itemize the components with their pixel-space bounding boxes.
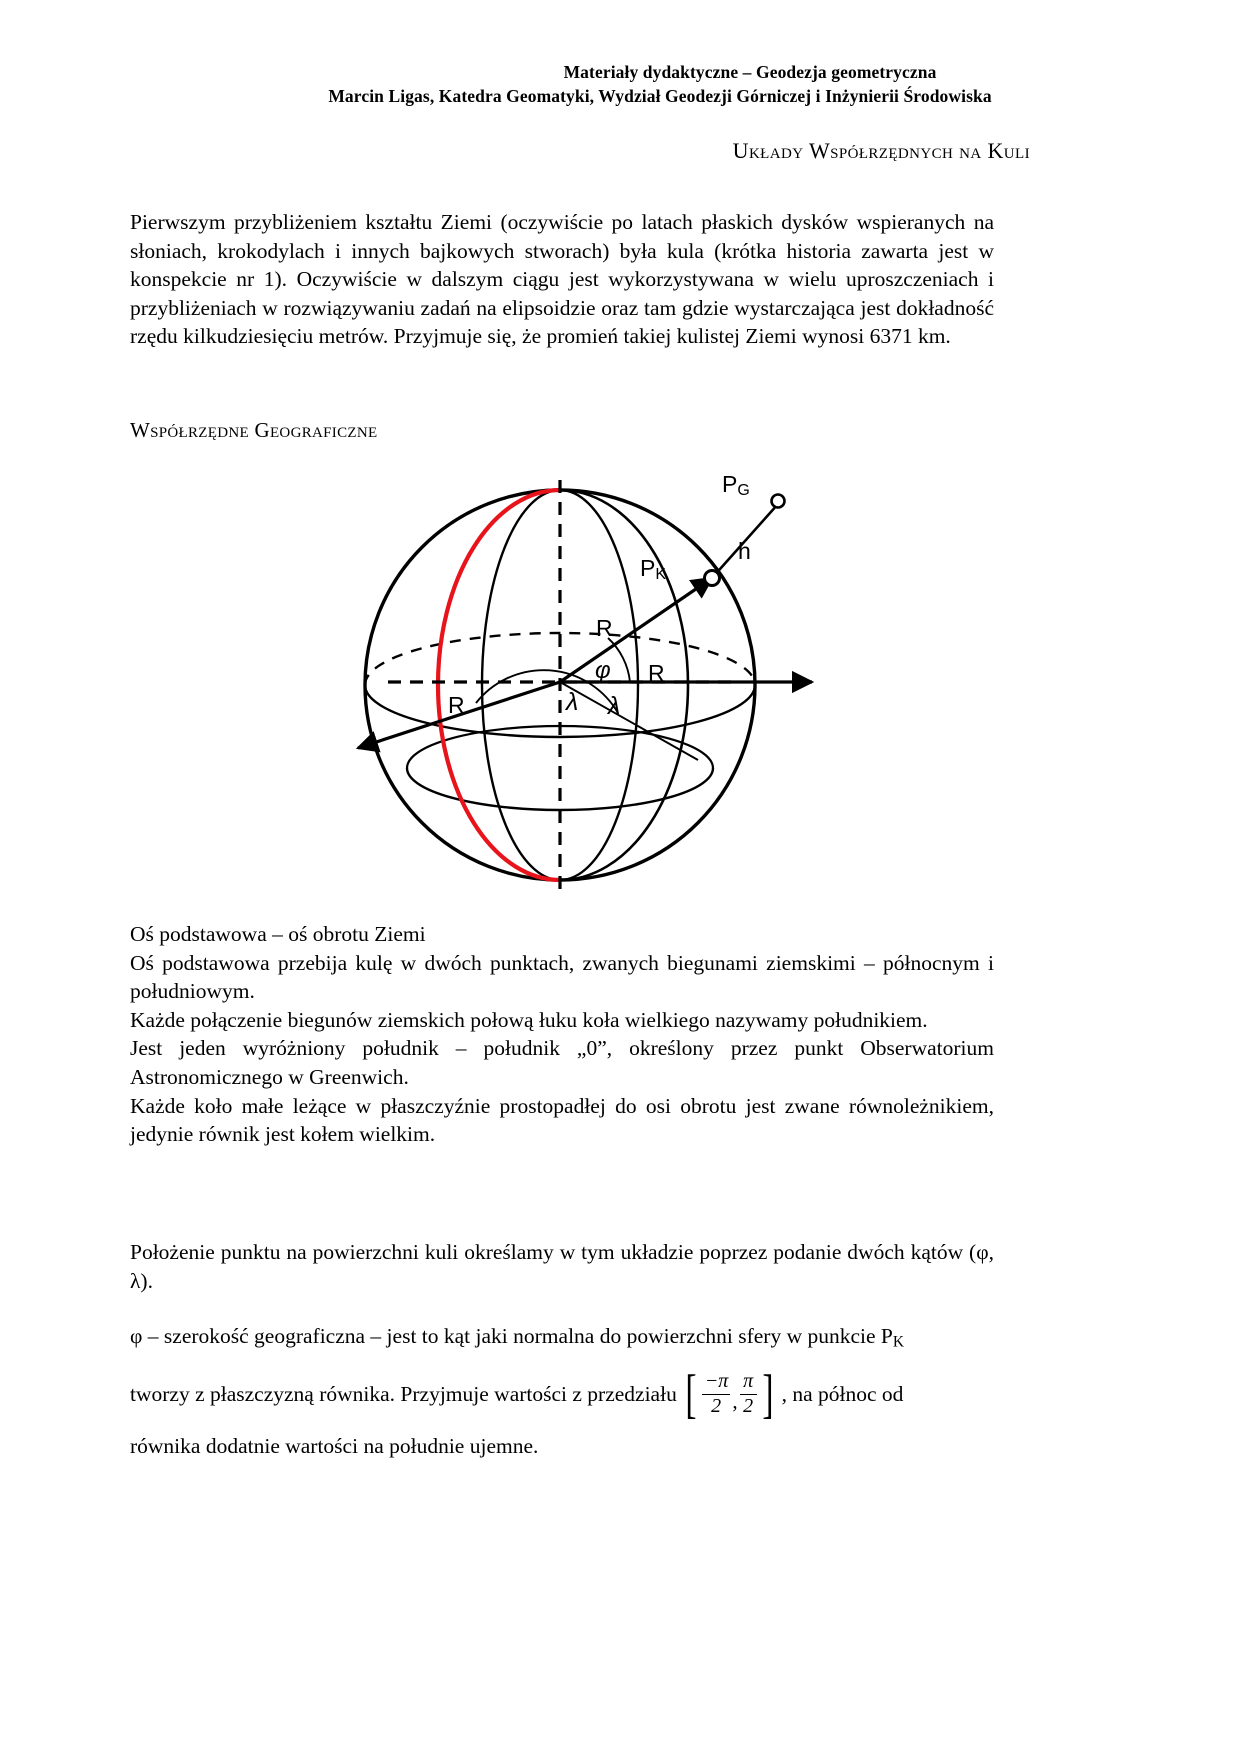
fraction-lower-denominator: 2 bbox=[711, 1395, 722, 1418]
label-phi: φ bbox=[595, 657, 611, 684]
label-radius-upper: R bbox=[596, 615, 613, 641]
interval-formula bbox=[682, 1363, 777, 1424]
fraction-upper-numerator: π bbox=[743, 1369, 754, 1392]
radius-to-point-pk bbox=[560, 578, 712, 682]
phi-definition-subscript: K bbox=[892, 1333, 905, 1351]
meridian-through-point bbox=[560, 490, 688, 880]
fraction-lower-numerator: −π bbox=[704, 1369, 729, 1392]
page-title: Układy Współrzędnych na Kuli bbox=[732, 138, 1030, 163]
phi-definition-text-3: , na północ od bbox=[781, 1382, 904, 1407]
header-course-line: Materiały dydaktyczne – Geodezja geometryczna bbox=[563, 62, 937, 82]
fraction-lower-bound bbox=[702, 1371, 731, 1418]
label-pg: PG bbox=[722, 471, 750, 499]
meridian-zero-greenwich bbox=[438, 490, 560, 880]
fraction-upper-bound bbox=[740, 1371, 757, 1418]
phi-definition-line-1 bbox=[130, 1322, 994, 1357]
label-radius-mid: R bbox=[648, 660, 665, 686]
point-marker-pg bbox=[772, 495, 785, 508]
label-h: h bbox=[738, 538, 751, 564]
axis-line-2: Oś podstawowa przebija kulę w dwóch punktach, zwanych biegunami ziemskimi – północnym i południowym. bbox=[130, 950, 994, 1004]
interval-left-bracket: [ bbox=[685, 1363, 697, 1424]
axis-description-block bbox=[130, 920, 994, 1149]
sphere-coordinate-diagram bbox=[300, 460, 820, 910]
label-radius-left: R bbox=[448, 692, 465, 718]
phi-definition-line-2 bbox=[130, 1363, 994, 1424]
lambda-ray bbox=[560, 682, 698, 760]
axis-line-5: Każde koło małe leżące w płaszczyźnie prostopadłej do osi obrotu jest zwane równoleżnikiem, jedynie równik jest kołem wielkim. bbox=[130, 1093, 994, 1147]
phi-definition-block bbox=[130, 1322, 994, 1460]
phi-definition-text-2: tworzy z płaszczyzną równika. Przyjmuje wartości z przedziału bbox=[130, 1382, 677, 1407]
fraction-upper-denominator: 2 bbox=[743, 1395, 754, 1418]
intro-paragraph: Pierwszym przybliżeniem kształtu Ziemi (oczywiście po latach płaskich dysków wspieranych na słoniach, krokodylach i innych bajkowych stworach) była kula (krótka historia zawarta jest w konspekcie nr 1). Oczywiście w dalszym ciągu jest wykorzystywana w wielu uproszczeniach i przybliżeniach w rozwiązywaniu zadań na elipsoidzie oraz tam gdzie wystarczająca jest dokładność rzędu kilkudziesięciu metrów. Przyjmuje się, że promień takiej kulistej Ziemi wynosi 6371 km. bbox=[130, 210, 994, 349]
header-author-line: Marcin Ligas, Katedra Geomatyki, Wydział Geodezji Górniczej i Inżynierii Środowiska bbox=[328, 86, 992, 106]
position-paragraph: Położenie punktu na powierzchni kuli określamy w tym układzie poprzez podanie dwóch kątów (φ, λ). bbox=[130, 1240, 994, 1293]
sphere-svg bbox=[300, 460, 820, 910]
label-lambda-1: λ bbox=[566, 688, 579, 716]
label-lambda-2: λ bbox=[608, 692, 621, 720]
interval-right-bracket: ] bbox=[761, 1363, 774, 1424]
point-marker-pk bbox=[705, 571, 720, 586]
label-pk: PK bbox=[640, 555, 667, 583]
phi-definition-text-1: φ – szerokość geograficzna – jest to kąt jaki normalna do powierzchni sfery w punkcie P bbox=[130, 1324, 893, 1348]
interval-separator: , bbox=[732, 1389, 738, 1414]
phi-definition-line-3: równika dodatnie wartości na południe ujemne. bbox=[130, 1433, 539, 1458]
axis-line-1: Oś podstawowa – oś obrotu Ziemi bbox=[130, 922, 426, 946]
axis-line-4: Jest jeden wyróżniony południk – południk „0”, określony przez punkt Obserwatorium Astronomicznego w Greenwich. bbox=[130, 1036, 994, 1089]
angle-arc-phi bbox=[608, 638, 630, 682]
axis-line-3: Każde połączenie biegunów ziemskich połową łuku koła wielkiego nazywamy południkiem. bbox=[130, 1007, 928, 1032]
section-heading-geographic-coordinates: Współrzędne Geograficzne bbox=[130, 418, 378, 442]
